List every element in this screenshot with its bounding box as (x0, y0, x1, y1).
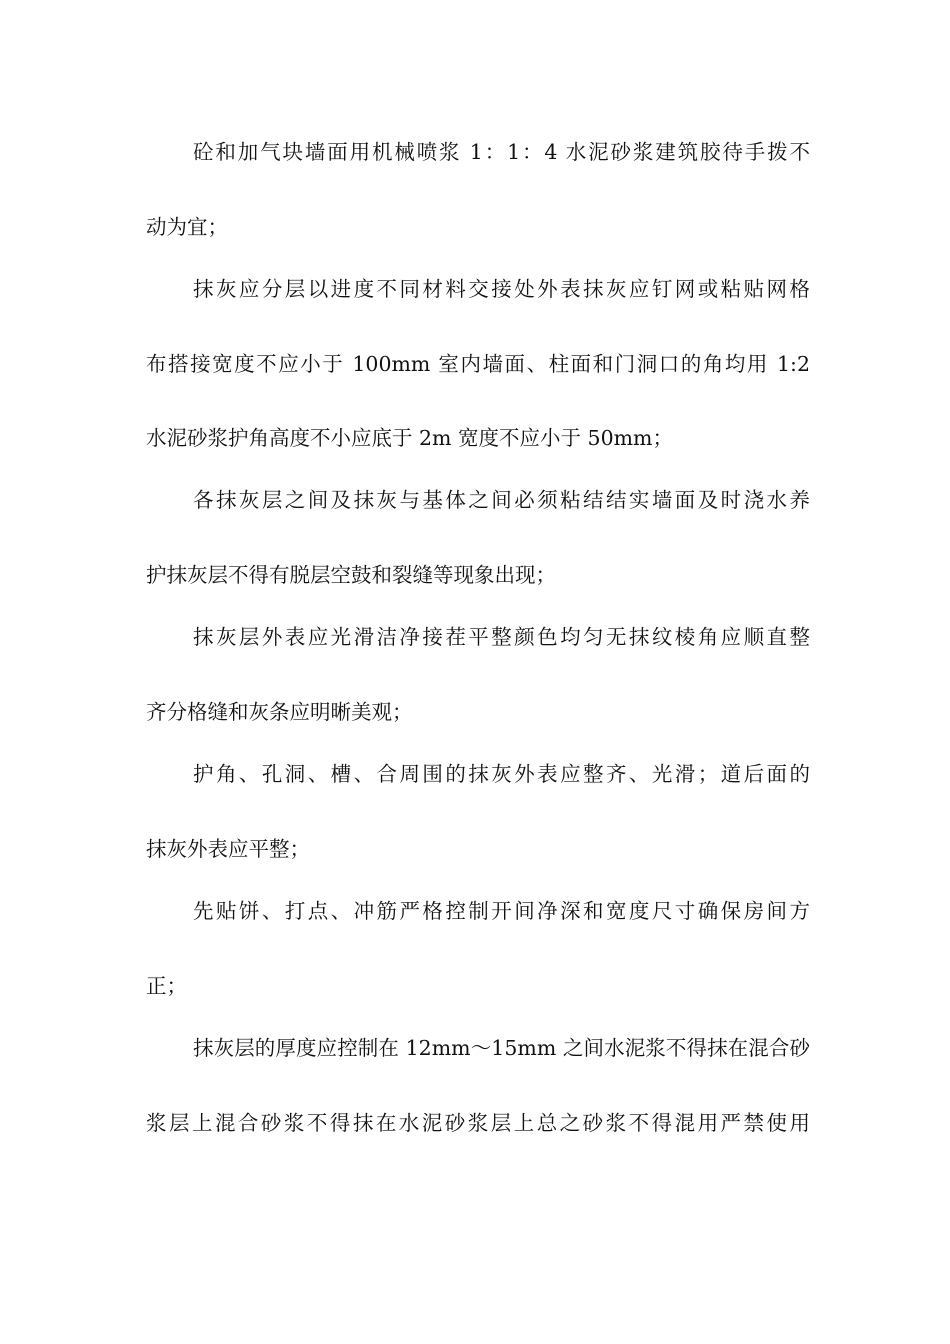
text-line: 齐分格缝和灰条应明晰美观； (146, 700, 413, 724)
text-line: 砼和加气块墙面用机械喷浆 1：1：4 水泥砂浆建筑胶待手拨不 (193, 140, 810, 164)
text-line: 抹灰层外表应光滑洁净接茬平整颜色均匀无抹纹棱角应顺直整 (193, 625, 810, 649)
text-line: 水泥砂浆护角高度不小应底于 2m 宽度不应小于 50mm； (146, 426, 673, 450)
text-line: 先贴饼、打点、冲筋严格控制开间净深和宽度尺寸确保房间方 (193, 899, 810, 923)
text-line: 正； (146, 974, 187, 998)
text-line: 护角、孔洞、槽、合周围的抹灰外表应整齐、光滑；道后面的 (193, 762, 810, 786)
text-line: 抹灰层的厚度应控制在 12mm～15mm 之间水泥浆不得抹在混合砂 (193, 1036, 810, 1060)
text-line: 抹灰应分层以进度不同材料交接处外表抹灰应钉网或粘贴网格 (193, 277, 810, 301)
text-line: 浆层上混合砂浆不得抹在水泥砂浆层上总之砂浆不得混用严禁使用 (146, 1111, 810, 1135)
text-line: 布搭接宽度不应小于 100mm 室内墙面、柱面和门洞口的角均用 1:2 (146, 352, 810, 376)
text-line: 各抹灰层之间及抹灰与基体之间必须粘结结实墙面及时浇水养 (193, 488, 810, 512)
text-line: 动为宜； (146, 215, 228, 239)
text-line: 护抹灰层不得有脱层空鼓和裂缝等现象出现； (146, 563, 556, 587)
text-line: 抹灰外表应平整； (146, 837, 310, 861)
